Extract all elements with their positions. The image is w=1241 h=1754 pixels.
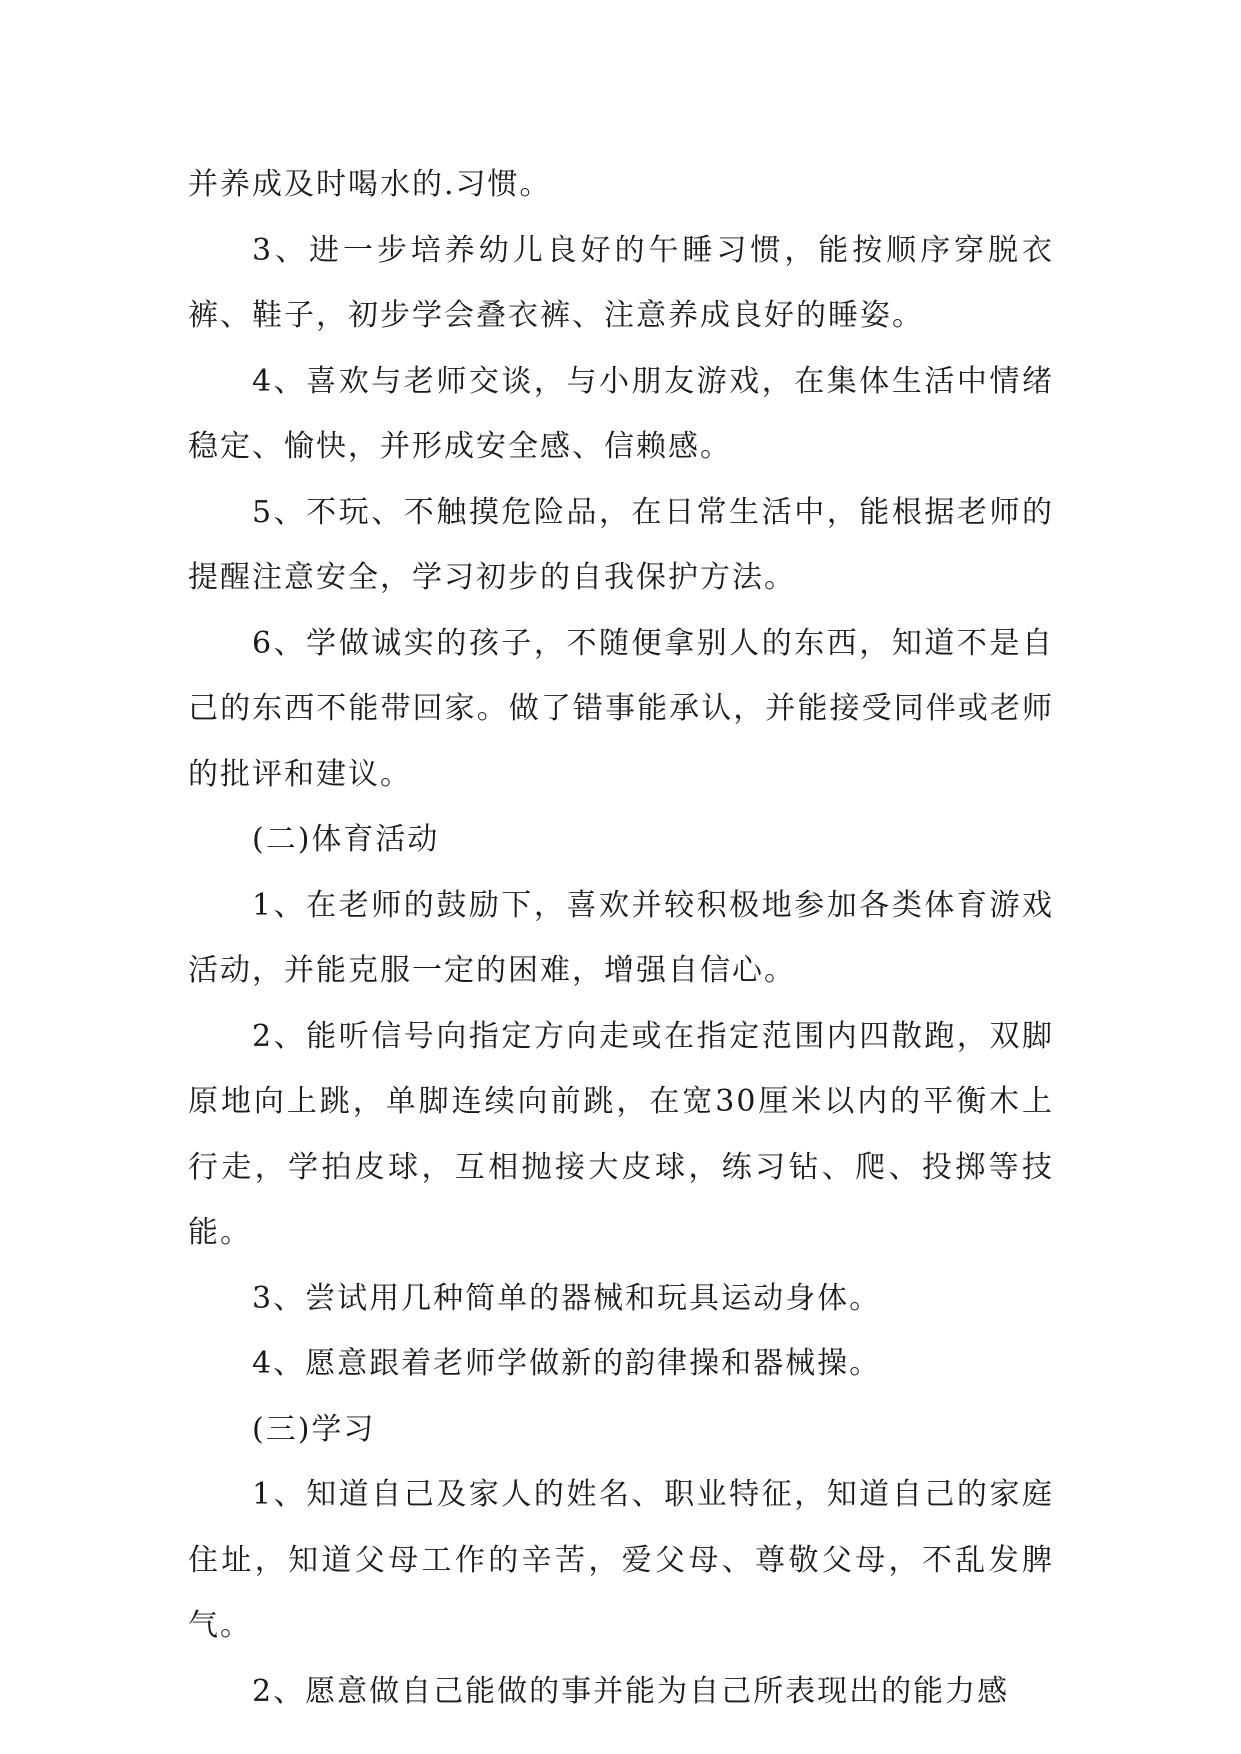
- paragraph-sports-item-1: 1、在老师的鼓励下，喜欢并较积极地参加各类体育游戏活动，并能克服一定的困难，增强自信心。: [188, 887, 1054, 988]
- paragraph-learning-item-2: 2、愿意做自己能做的事并能为自己所表现出的能力感: [252, 1673, 1010, 1709]
- paragraph-sports-item-4: 4、愿意跟着老师学做新的韵律操和器械操。: [252, 1346, 882, 1381]
- section-heading-learning: (三)学习: [252, 1411, 376, 1447]
- section-heading-sports: (二)体育活动: [252, 822, 440, 857]
- paragraph-item-5-safety: 5、不玩、不触摸危险品，在日常生活中，能根据老师的提醒注意安全，学习初步的自我保护方法。: [188, 494, 1054, 595]
- paragraph-item-4-communication: 4、喜欢与老师交谈，与小朋友游戏，在集体生活中情绪稳定、愉快，并形成安全感、信赖感。: [188, 363, 1054, 464]
- paragraph-sports-item-2: 2、能听信号向指定方向走或在指定范围内四散跑，双脚原地向上跳，单脚连续向前跳，在宽30厘米以内的平衡木上行走，学拍皮球，互相抛接大皮球，练习钻、爬、投掷等技能。: [188, 1018, 1054, 1250]
- paragraph-sports-item-3: 3、尝试用几种简单的器械和玩具运动身体。: [252, 1280, 882, 1316]
- paragraph-item-6-honesty: 6、学做诚实的孩子，不随便拿别人的东西，知道不是自己的东西不能带回家。做了错事能承认，并能接受同伴或老师的批评和建议。: [188, 625, 1054, 792]
- paragraph-continuation: 并养成及时喝水的.习惯。: [188, 167, 552, 202]
- paragraph-learning-item-1: 1、知道自己及家人的姓名、职业特征，知道自己的家庭住址，知道父母工作的辛苦，爱父母、尊敬父母，不乱发脾气。: [188, 1477, 1054, 1643]
- paragraph-item-3-nap-habits: 3、进一步培养幼儿良好的午睡习惯，能按顺序穿脱衣裤、鞋子，初步学会叠衣裤、注意养成良好的睡姿。: [188, 232, 1054, 333]
- document-body: [188, 152, 1054, 1724]
